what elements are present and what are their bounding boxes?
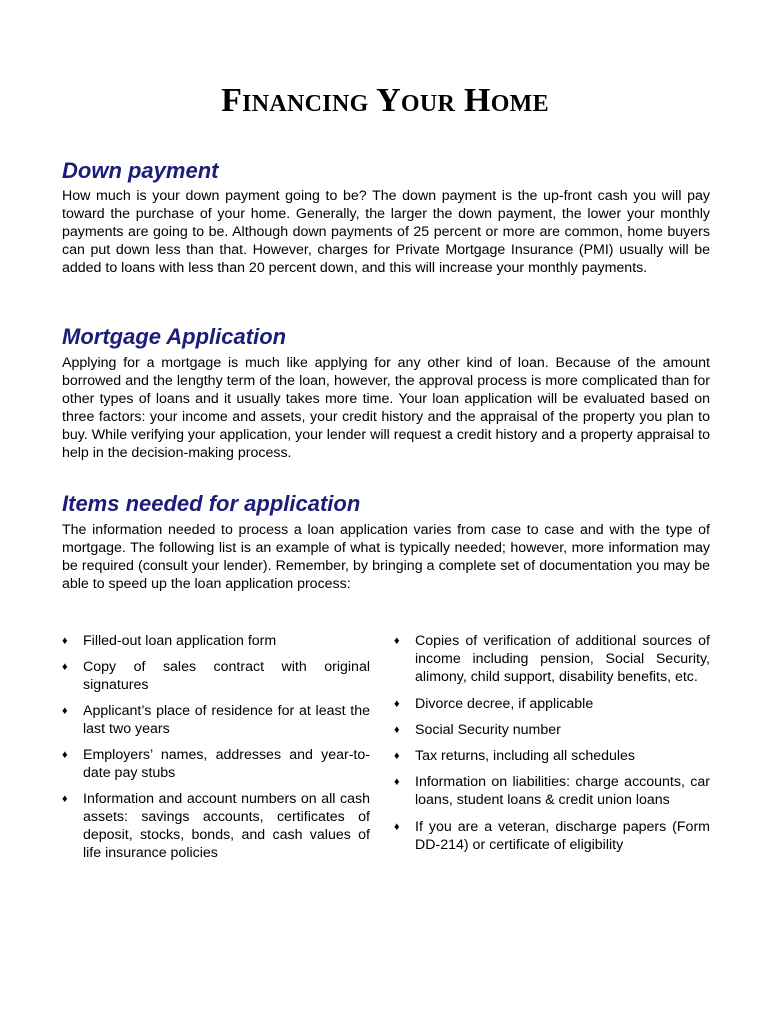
list-item <box>62 702 370 738</box>
list-item-text: Tax returns, including all schedules <box>415 748 636 764</box>
list-item-text: Applicant’s place of residence for at least the last two years <box>83 703 370 737</box>
list-item <box>394 632 710 686</box>
list-item <box>62 790 370 862</box>
items-list-left <box>62 632 370 870</box>
list-item-text: Social Security number <box>415 722 561 738</box>
list-item <box>62 632 370 650</box>
heading-mortgage-application: Mortgage Application <box>62 324 287 349</box>
list-item-text: If you are a veteran, discharge papers (Form DD-214) or certificate of eligibility <box>415 819 710 853</box>
diamond-bullet-icon: ♦ <box>394 821 400 833</box>
list-item <box>394 818 710 854</box>
list-item-text: Copies of verification of additional sources of income including pension, Social Security, alimony, child support, disability benefits, etc. <box>415 633 710 685</box>
list-item-text: Copy of sales contract with original signatures <box>83 659 370 693</box>
list-item-text: Information and account numbers on all cash assets: savings accounts, certificates of deposit, stocks, bonds, and cash values of life insurance policies <box>83 791 370 861</box>
diamond-bullet-icon: ♦ <box>394 724 400 736</box>
list-item-text: Divorce decree, if applicable <box>415 696 594 712</box>
page-title: Financing Your Home <box>221 82 549 119</box>
items-list-right <box>394 632 710 862</box>
heading-down-payment: Down payment <box>62 158 219 183</box>
heading-items-needed: Items needed for application <box>62 491 361 516</box>
diamond-bullet-icon: ♦ <box>394 698 400 710</box>
paragraph-items-needed: The information needed to process a loan application varies from case to case and with the type of mortgage. The following list is an example of what is typically needed; however, more information may be required (consult your lender). Remember, by bringing a complete set of documentation you may be able to speed up the loan application process: <box>62 522 710 592</box>
paragraph-mortgage-application: Applying for a mortgage is much like applying for any other kind of loan. Because of the amount borrowed and the lengthy term of the loan, however, the approval process is more complicated than for other types of loans and it usually takes more time. Your loan application will be evaluated based on three factors: your income and assets, your credit history and the appraisal of the property you plan to buy. While verifying your application, your lender will request a credit history and a property appraisal to help in the decision-making process. <box>62 355 710 461</box>
diamond-bullet-icon: ♦ <box>62 635 68 647</box>
diamond-bullet-icon: ♦ <box>394 776 400 788</box>
list-item <box>394 721 710 739</box>
list-item-text: Filled-out loan application form <box>83 633 277 649</box>
diamond-bullet-icon: ♦ <box>394 635 400 647</box>
diamond-bullet-icon: ♦ <box>62 793 68 805</box>
diamond-bullet-icon: ♦ <box>62 749 68 761</box>
list-item <box>62 658 370 694</box>
diamond-bullet-icon: ♦ <box>62 661 68 673</box>
list-item-text: Information on liabilities: charge accounts, car loans, student loans & credit union loans <box>415 774 710 808</box>
paragraph-down-payment: How much is your down payment going to be? The down payment is the up-front cash you will pay toward the purchase of your home. Generally, the larger the down payment, the lower your monthly payments are going to be. Although down payments of 25 percent or more are common, home buyers can put down less than that. However, charges for Private Mortgage Insurance (PMI) usually will be added to loans with less than 20 percent down, and this will increase your monthly payments. <box>62 188 710 276</box>
list-item <box>62 746 370 782</box>
diamond-bullet-icon: ♦ <box>62 705 68 717</box>
list-item <box>394 747 710 765</box>
list-item <box>394 695 710 713</box>
list-item-text: Employers’ names, addresses and year-to-date pay stubs <box>83 747 370 781</box>
diamond-bullet-icon: ♦ <box>394 750 400 762</box>
list-item <box>394 773 710 809</box>
